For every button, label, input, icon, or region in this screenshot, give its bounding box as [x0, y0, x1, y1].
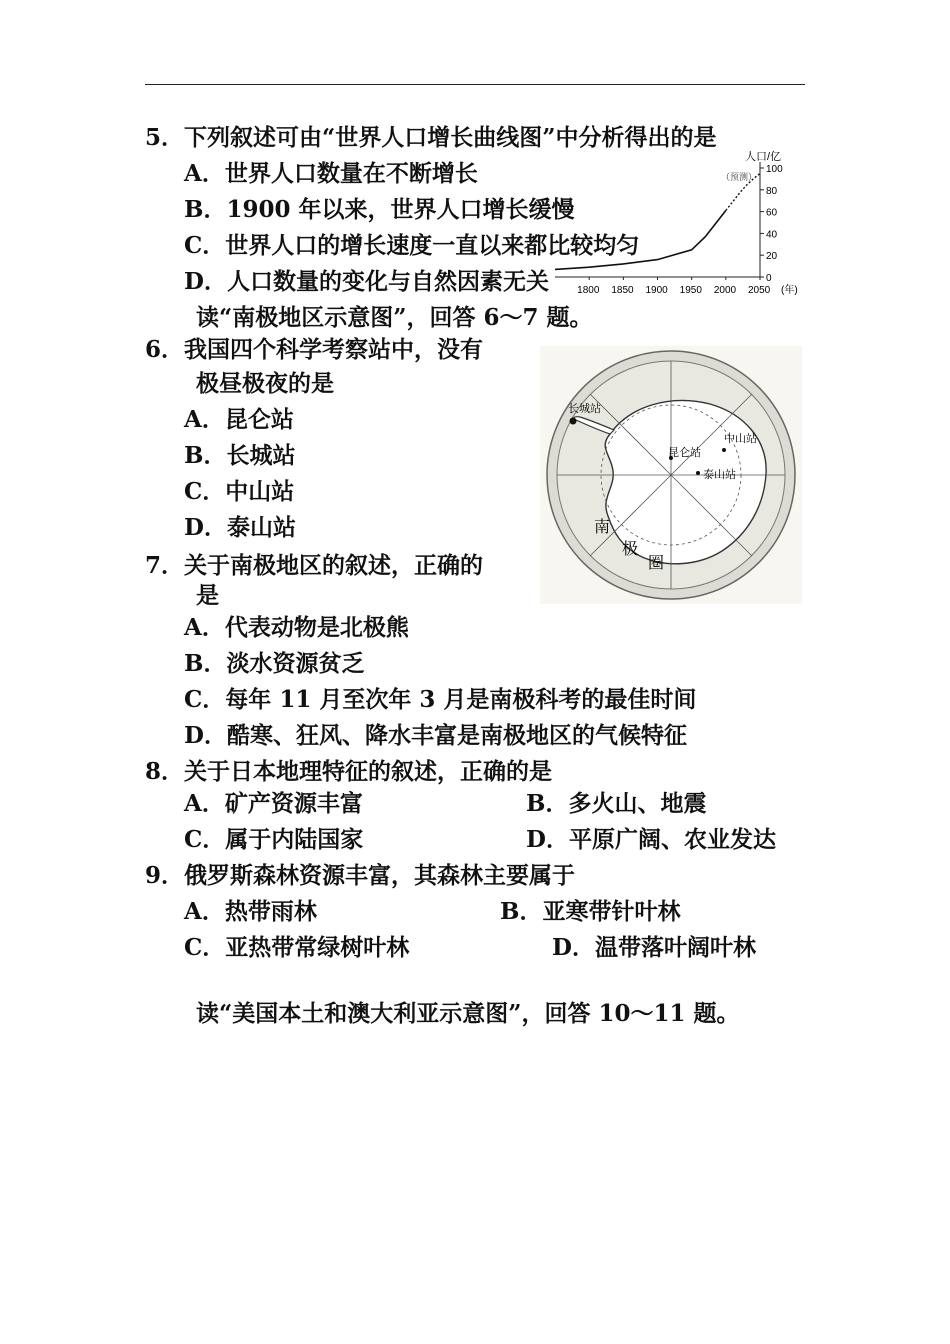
chart-y-tick-label: 40	[766, 229, 778, 241]
station-kunlun-label: 昆仑站	[668, 446, 701, 459]
chart-x-tick-label: 1800	[577, 285, 600, 296]
q6-stem-line2: 极昼极夜的是	[196, 370, 334, 397]
q8-option-a[interactable]: A．矿产资源丰富	[184, 790, 363, 817]
q5-stem: 5．下列叙述可由“世界人口增长曲线图”中分析得出的是	[145, 124, 717, 151]
station-zhongshan-dot	[722, 448, 726, 452]
q6-option-c[interactable]: C．中山站	[184, 478, 295, 505]
q5-option-c[interactable]: C．世界人口的增长速度一直以来都比较均匀	[184, 232, 640, 259]
chart-series-line	[555, 211, 726, 270]
q8-option-c[interactable]: C．属于内陆国家	[184, 826, 364, 853]
q5-option-b[interactable]: B．1900 年以来，世界人口增长缓慢	[184, 196, 575, 223]
q6-stem-line1: 6．我国四个科学考察站中，没有	[145, 336, 484, 363]
antarctic-map	[540, 346, 802, 604]
station-taishan-label: 泰山站	[703, 468, 736, 481]
chart-y-tick-label: 0	[766, 273, 772, 284]
q7-option-c[interactable]: C．每年 11 月至次年 3 月是南极科考的最佳时间	[184, 686, 697, 713]
q7-option-a[interactable]: A．代表动物是北极熊	[184, 614, 409, 641]
chart-xlabel: (年)	[781, 285, 798, 296]
chart-annotation: （预测）	[721, 172, 758, 182]
chart-x-tick-label: 1900	[645, 285, 668, 296]
antarctic-circle-char-2: 极	[622, 539, 639, 558]
chart-x-tick-label: 1950	[679, 285, 702, 296]
header-rule	[145, 84, 805, 85]
chart-ylabel: 人口/亿	[745, 151, 782, 163]
station-changcheng-dot	[570, 418, 577, 425]
q5-option-a[interactable]: A．世界人口数量在不断增长	[184, 160, 478, 187]
population-chart	[545, 144, 805, 304]
station-taishan-dot	[696, 471, 700, 475]
q7-option-b[interactable]: B．淡水资源贫乏	[184, 650, 365, 677]
q8-option-d[interactable]: D．平原广阔、农业发达	[526, 826, 776, 853]
station-changcheng-label: 长城站	[568, 402, 601, 415]
chart-y-tick-label: 80	[766, 185, 778, 197]
chart-y-tick-label: 60	[766, 207, 778, 219]
q6-option-a[interactable]: A．昆仑站	[184, 406, 294, 433]
q9-option-d[interactable]: D．温带落叶阔叶林	[552, 934, 756, 961]
q5-option-d[interactable]: D．人口数量的变化与自然因素无关	[184, 268, 549, 295]
q8-stem: 8．关于日本地理特征的叙述，正确的是	[145, 758, 553, 785]
chart-x-tick-label: 2000	[713, 285, 737, 296]
chart-x-tick-label: 1850	[611, 285, 634, 296]
q6-option-d[interactable]: D．泰山站	[184, 514, 296, 541]
q9-stem: 9．俄罗斯森林资源丰富，其森林主要属于	[145, 862, 576, 889]
q7-stem-line1: 7．关于南极地区的叙述，正确的	[145, 552, 484, 579]
intro-10-11: 读“美国本土和澳大利亚示意图”，回答 10～11 题。	[196, 1000, 740, 1027]
antarctic-circle-char-1: 南	[594, 517, 611, 536]
antarctic-circle-char-3: 圈	[648, 553, 665, 572]
chart-y-tick-label: 20	[766, 251, 778, 263]
station-zhongshan-label: 中山站	[724, 432, 757, 445]
q9-option-b[interactable]: B．亚寒带针叶林	[500, 898, 681, 925]
intro-6-7: 读“南极地区示意图”，回答 6～7 题。	[196, 304, 593, 331]
q7-option-d[interactable]: D．酷寒、狂风、降水丰富是南极地区的气候特征	[184, 722, 687, 749]
chart-x-tick-label: 2050	[748, 285, 771, 296]
q9-option-c[interactable]: C．亚热带常绿树叶林	[184, 934, 410, 961]
q8-option-b[interactable]: B．多火山、地震	[526, 790, 707, 817]
q9-option-a[interactable]: A．热带雨林	[184, 898, 317, 925]
q6-option-b[interactable]: B．长城站	[184, 442, 296, 469]
q7-stem-line2: 是	[196, 582, 219, 609]
chart-y-tick-label: 100	[766, 164, 783, 175]
